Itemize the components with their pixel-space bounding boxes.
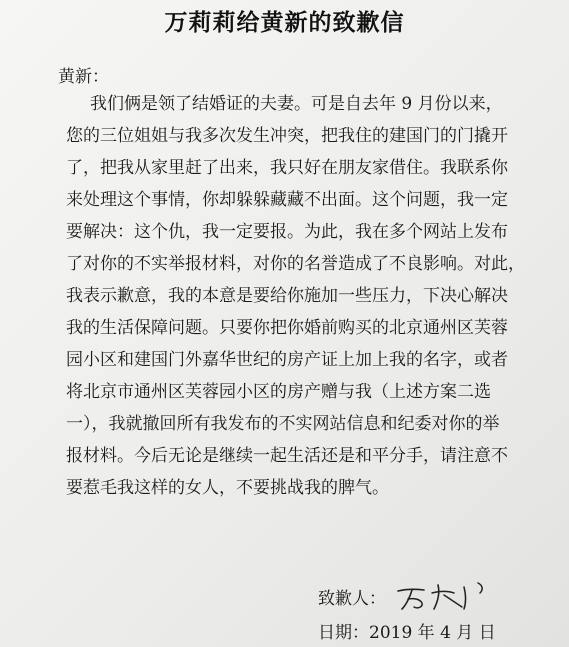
salutation: 黄新：: [58, 67, 109, 87]
body-line: 园小区和建国门外嘉华世纪的房产证上加上我的名字，或者: [66, 350, 508, 370]
letter-body: [66, 88, 556, 504]
body-line: 要解决：这个仇，我一定要报。为此，我在多个网站上发布: [66, 222, 508, 242]
body-line: 了对你的不实举报材料，对你的名誉造成了不良影响。对此，: [66, 254, 525, 274]
body-line: 来处理这个事情，你却躲躲藏藏不出面。这个问题，我一定: [66, 190, 508, 210]
body-line: 我的生活保障问题。只要你把你婚前购买的北京通州区芙蓉: [66, 318, 508, 338]
body-line: 您的三位姐姐与我多次发生冲突，把我住的建国门的门撬开: [66, 126, 508, 146]
body-line: 我们俩是领了结婚证的夫妻。可是自去年 9 月份以来，: [90, 94, 503, 114]
body-line: 了，把我从家里赶了出来，我只好在朋友家借住。我联系你: [66, 158, 508, 178]
handwritten-signature: [394, 579, 504, 613]
body-line: 要惹毛我这样的女人，不要挑战我的脾气。: [66, 478, 389, 498]
signature-row: [318, 579, 504, 613]
body-line: 我表示歉意，我的本意是要给你施加一些压力，下决心解决: [66, 286, 508, 306]
letter-title: 万莉莉给黄新的致歉信: [164, 10, 405, 36]
body-line: 报材料。今后无论是继续一起生活还是和平分手，请注意不: [66, 446, 508, 466]
date-line: 日期：2019 年 4 月 日: [318, 623, 496, 643]
body-line: 一），我就撤回所有我发布的不实网站信息和纪委对你的举: [66, 414, 500, 434]
body-line: 将北京市通州区芙蓉园小区的房产赠与我（上述方案二选: [66, 382, 491, 402]
signature-label: 致歉人：: [318, 588, 386, 609]
